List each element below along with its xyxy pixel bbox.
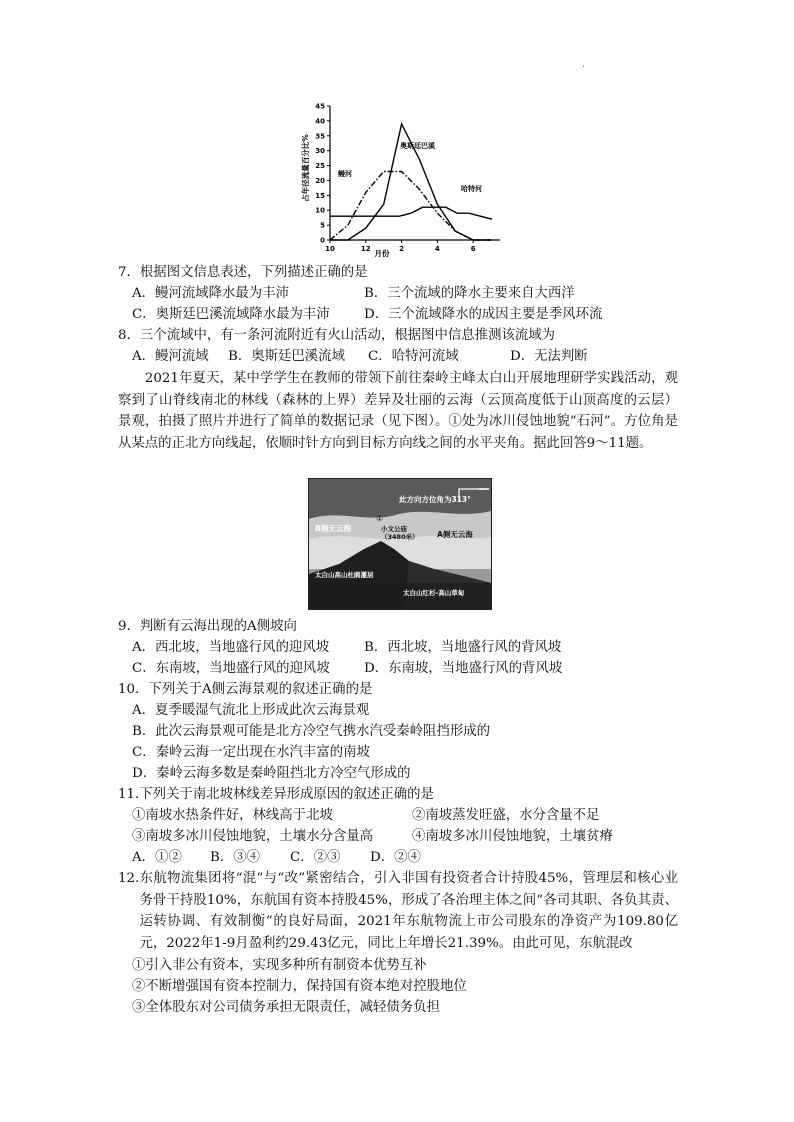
question-7-option-b: B．三个流域的降水主要来自大西洋 (364, 286, 575, 301)
photo-left-caption: 太白山高山杜鹃灌层 (315, 571, 374, 579)
y-tick-label: 0 (320, 236, 325, 245)
question-11-option-a: A．①② (132, 850, 182, 865)
y-tick-label: 10 (315, 206, 325, 215)
y-tick-label: 35 (315, 132, 325, 141)
question-8-option-d: D．无法判断 (510, 349, 588, 364)
question-11-statement-3: ③南坡多冰川侵蚀地貌，土壤水分含量高 (132, 829, 374, 844)
x-tick-label: 2 (399, 245, 405, 253)
question-10-option-d: D．秦岭云海多数是秦岭阻挡北方冷空气形成的 (132, 766, 411, 781)
question-7-option-c: C．奥斯廷巴溪流域降水最为丰沛 (132, 307, 330, 322)
runoff-chart-svg (300, 98, 520, 258)
question-10-stem: 10．下列关于A侧云海景观的叙述正确的是 (118, 682, 373, 697)
x-axis-label: 月份 (374, 249, 390, 258)
question-9-stem: 9．判断有云海出现的A侧坡向 (118, 619, 297, 634)
question-8-option-c: C．哈特河流域 (368, 349, 459, 364)
question-8-stem: 8．三个流域中，有一条河流附近有火山活动，根据图中信息推测该流域为 (118, 328, 556, 343)
header-mark: · (582, 62, 586, 73)
photo-direction-label: 此方向方位角为313° (399, 495, 471, 504)
photo-a-side-label: A侧无云海 (437, 530, 473, 539)
question-11-stem: 11.下列关于南北坡林线差异形成原因的叙述正确的是 (118, 787, 434, 802)
question-8-option-b: B．奥斯廷巴溪流域 (228, 349, 345, 364)
question-12-block (118, 868, 678, 954)
y-tick-label: 15 (315, 191, 325, 200)
question-8-option-a: A．鳗河流域 (132, 349, 209, 364)
question-10-option-c: C．秦岭云海一定出现在水汽丰富的南坡 (132, 745, 370, 760)
photo-temple-altitude: （3480米） (381, 533, 419, 541)
question-11-option-b: B．③④ (210, 850, 261, 865)
question-7-option-d: D．三个流域降水的成因主要是季风环流 (364, 307, 603, 322)
question-7-stem: 7．根据图文信息表述，下列描述正确的是 (118, 265, 368, 280)
x-tick-label: 4 (434, 245, 440, 253)
photo-b-side-label: B侧无云海 (315, 524, 351, 533)
question-9-option-b: B．西北坡，当地盛行风的背风坡 (364, 640, 562, 655)
series-label-manhe: 鳗河 (338, 170, 352, 178)
series-line (330, 172, 491, 241)
y-tick-label: 30 (315, 147, 325, 156)
photo-marker: ① (376, 514, 384, 523)
question-12-statement-1: ①引入非公有资本，实现多种所有制资本优势互补 (132, 958, 427, 973)
passage-text: 2021年夏天，某中学学生在教师的带领下前往秦岭主峰太白山开展地理研学实践活动，观察到了山脊线南北的林线（森林的上界）差异及壮丽的云海（云顶高度低于山顶高度的云层）景观，拍摄了照片并进行了简单的数据记录（见下图）。①处为冰川侵蚀地貌“石河”。方位角是从某点的正北方向线起，依顺时针方向到目标方向线之间的水平夹角。据此回答9～11题。 (118, 371, 678, 451)
y-axis-label: 占年径流量百分比% (301, 134, 310, 202)
y-tick-label: 5 (320, 221, 325, 230)
series-label-aostin: 奥斯廷巴溪 (400, 142, 435, 150)
mountain-photo-drawing (309, 479, 491, 609)
y-tick-label: 45 (315, 102, 325, 111)
question-11-option-d: D．②④ (370, 850, 421, 865)
photo-temple-name: 小文公庙 (381, 525, 407, 533)
passage-block (118, 368, 678, 454)
question-11-option-c: C．②③ (290, 850, 341, 865)
runoff-chart (300, 98, 520, 258)
series-label-hate: 哈特河 (461, 185, 482, 193)
question-11-statement-4: ④南坡多冰川侵蚀地貌，土壤贫瘠 (412, 829, 613, 844)
question-9-option-a: A．西北坡，当地盛行风的迎风坡 (132, 640, 330, 655)
question-12-statement-2: ②不断增强国有资本控制力，保持国有资本绝对控股地位 (132, 979, 467, 994)
question-9-option-c: C．东南坡，当地盛行风的迎风坡 (132, 661, 330, 676)
x-tick-label: 12 (360, 245, 371, 253)
mountain-photo (308, 478, 492, 610)
question-9-option-d: D．东南坡，当地盛行风的背风坡 (364, 661, 563, 676)
y-tick-label: 20 (315, 176, 325, 185)
question-10-option-a: A．夏季暖湿气流北上形成此次云海景观 (132, 703, 370, 718)
question-10-option-b: B．此次云海景观可能是北方冷空气携水汽受秦岭阻挡形成的 (132, 724, 490, 739)
x-tick-label: 10 (325, 245, 335, 253)
y-tick-label: 40 (315, 117, 325, 126)
question-11-statement-2: ②南坡蒸发旺盛，水分含量不足 (412, 808, 600, 823)
question-12-statement-3: ③全体股东对公司债务承担无限责任，减轻债务负担 (132, 1000, 440, 1015)
photo-right-caption: 太白山红杉-高山草甸 (403, 589, 465, 597)
question-7-option-a: A．鳗河流域降水最为丰沛 (132, 286, 289, 301)
question-11-statement-1: ①南坡水热条件好，林线高于北坡 (132, 808, 333, 823)
question-12-stem: 12.东航物流集团将“混”与“改”紧密结合，引入非国有投资者合计持股45%，管理层和核心业务骨干持股10%，东航国有资本持股45%，形成了各治理主体之间“各司其职、各负其责、运转协调、有效制衡”的良好局面，2021年东航物流上市公司股东的净资产为109.80亿元，2022年1-9月盈利约29.43亿元，同比上年增长21.39%。由此可见，东航混改 (118, 871, 678, 951)
y-tick-label: 25 (315, 162, 325, 171)
x-tick-label: 6 (470, 245, 476, 253)
